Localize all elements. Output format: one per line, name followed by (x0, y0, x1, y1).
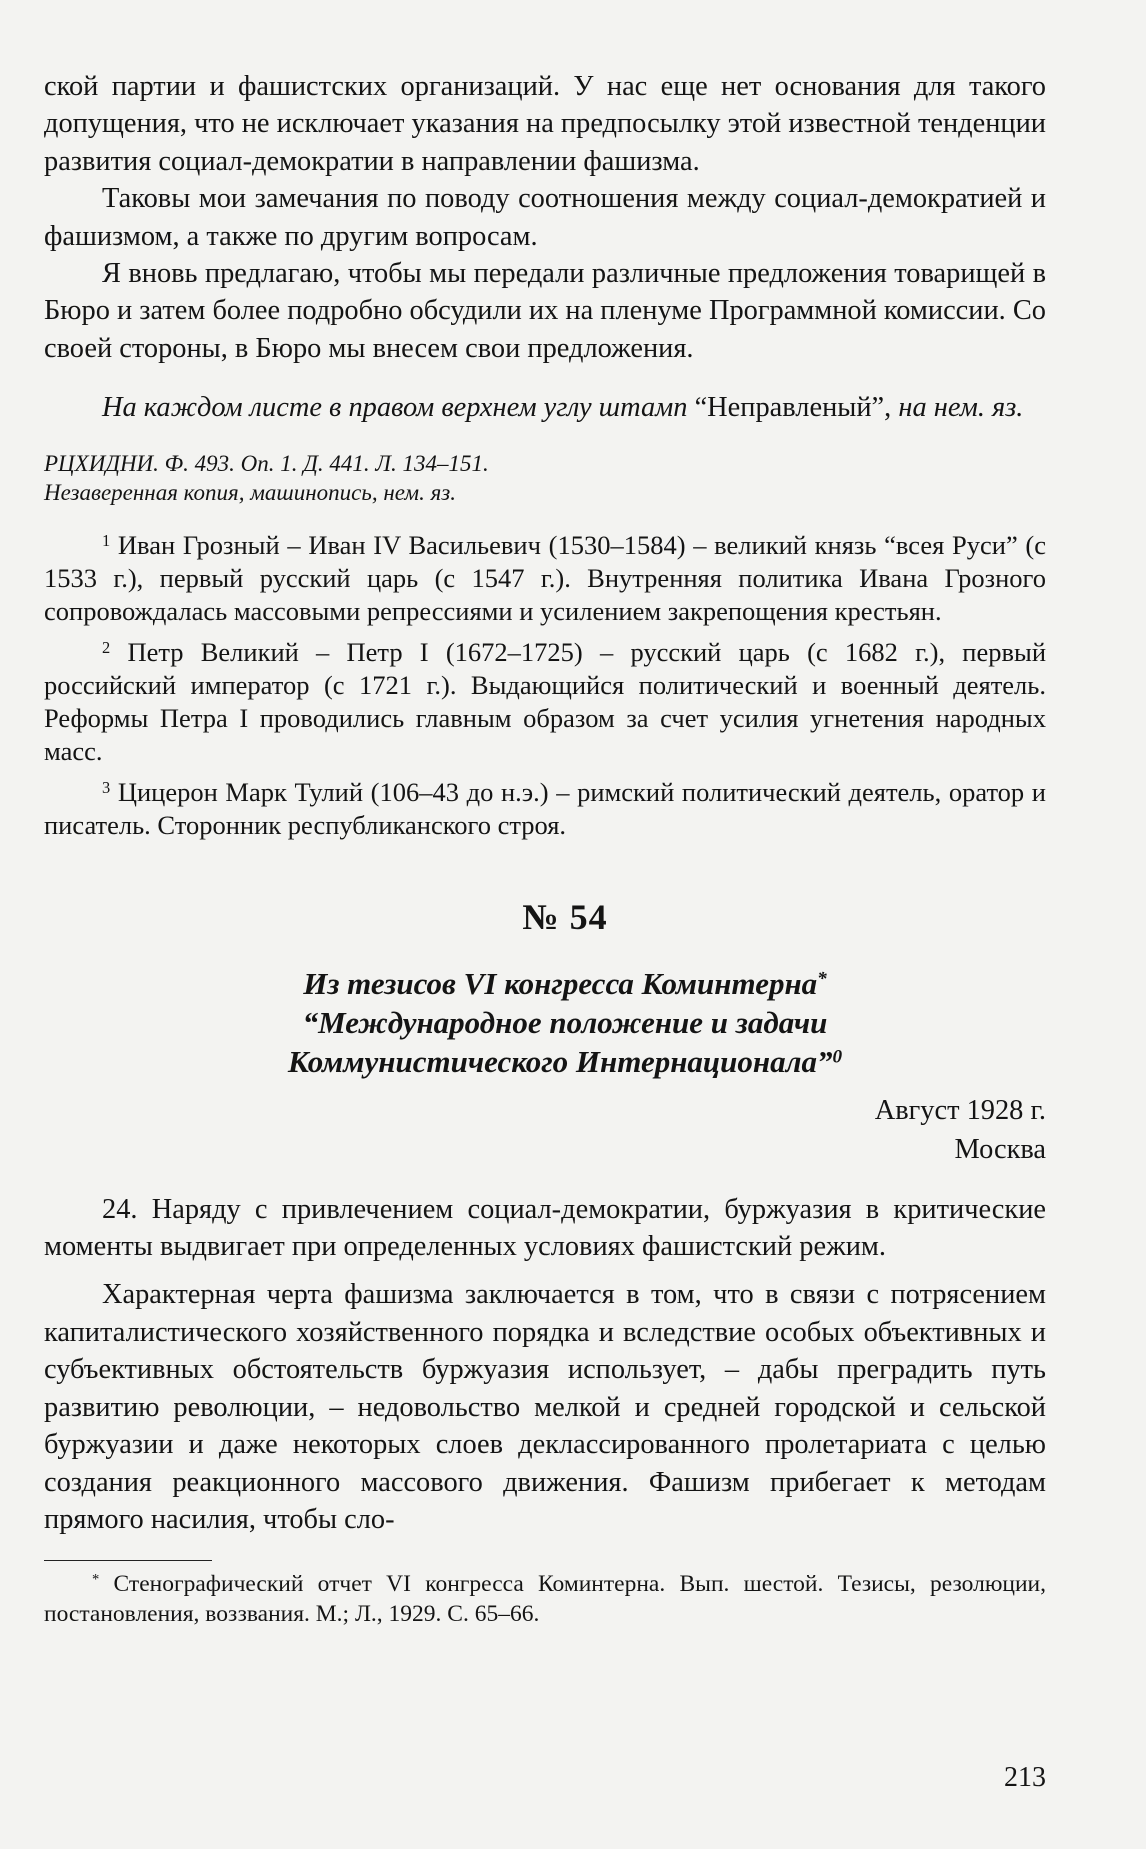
footnote-text: Иван Грозный – Иван IV Васильевич (1530–1584) – великий князь “всея Руси” (с 1533 г.), первый русский царь (с 1547 г.). Внутренняя политика Ивана Грозного сопровождалась массовыми репрессиями и усилением закрепощения крестьян. (44, 529, 1046, 626)
footnote-mark: 3 (102, 777, 111, 797)
footnote-mark: 1 (102, 530, 111, 550)
footnote-3 (44, 776, 1046, 842)
paragraph-fascism: Характерная черта фашизма заключается в том, что в связи с потрясением капиталистического хозяйственного порядка и вследствие особых объективных и субъективных обстоятельств буржуазия использует, – дабы преградить путь развитию революции, – недовольство мелкой и средней городской и сельской буржуазии и даже некоторых слоев деклассированного пролетариата с целью создания реакционного массового движения. Фашизм прибегает к методам прямого насилия, чтобы сло- (44, 1279, 1046, 1535)
footnote-text: Петр Великий – Петр I (1672–1725) – русский царь (с 1682 г.), первый российский император (с 1721 г.). Выдающийся политический и военный деятель. Реформы Петра I проводились главным образом за счет усилия угнетения народных масс. (44, 636, 1047, 766)
stamp-note-italic: На каждом листе в правом верхнем углу штамп (102, 392, 688, 424)
stamp-note-quoted: “Неправленый”, (687, 392, 892, 424)
title-footnote-mark: * (817, 968, 827, 990)
paragraph-remarks: Таковы мои замечания по поводу соотношения между социал-демократией и фашизмом, а также по другим вопросам. (44, 183, 1046, 252)
stamp-note-tail: на нем. яз. (898, 392, 1024, 424)
page-content (44, 68, 1046, 1629)
footnote-mark: 2 (102, 637, 111, 657)
document-title-line-3: Коммунистического Интернационала”$^0$ (287, 1043, 843, 1079)
document-title (44, 964, 1046, 1081)
footnote-divider (44, 1560, 212, 1561)
footnote-1 (44, 529, 1046, 628)
document-title-line-1: Из тезисов VI конгресса Коминтерна* (303, 965, 827, 1001)
archive-copy-note: Незаверенная копия, машинопись, нем. яз. (44, 479, 456, 505)
document-title-line-2: “Международное положение и задачи (302, 1004, 828, 1040)
stamp-note (44, 389, 1046, 426)
document-number: № 54 (522, 896, 608, 937)
paragraph-proposal: Я вновь предлагаю, чтобы мы передали различные предложения товарищей в Бюро и затем более подробно обсудили их на пленуме Программной комиссии. Со своей стороны, в Бюро мы внесем свои предложения. (44, 258, 1046, 364)
footnote-text: Цицерон Марк Тулий (106–43 до н.э.) – римский политический деятель, оратор и писатель. Сторонник республиканского строя. (44, 776, 1046, 840)
document-date: Август 1928 г. (874, 1094, 1046, 1126)
bottom-footnote: * Стенографический отчет VI конгресса Коминтерна. Вып. шестой. Тезисы, резолюции, постановления, воззвания. М.; Л., 1929. С. 65–66. (44, 1571, 1046, 1628)
document-place: Москва (954, 1133, 1046, 1165)
title-note-mark: 0 (832, 1046, 843, 1068)
paragraph-continuation: ской партии и фашистских организаций. У нас еще нет основания для такого допущения, что не исключает указания на предпосылку этой известной тенденции развития социал-демократии в направлении фашизма. (44, 71, 1046, 177)
footnote-mark: * (92, 1572, 100, 1589)
footnotes (44, 529, 1046, 842)
page-number: 213 (1004, 1762, 1046, 1793)
paragraph-thesis-24: 24. Наряду с привлечением социал-демократии, буржуазия в критические моменты выдвигает при определенных условиях фашистский режим. (44, 1193, 1046, 1263)
footnote-2 (44, 636, 1046, 768)
archive-reference: РЦХИДНИ. Ф. 493. Оп. 1. Д. 441. Л. 134–151. (44, 450, 489, 476)
